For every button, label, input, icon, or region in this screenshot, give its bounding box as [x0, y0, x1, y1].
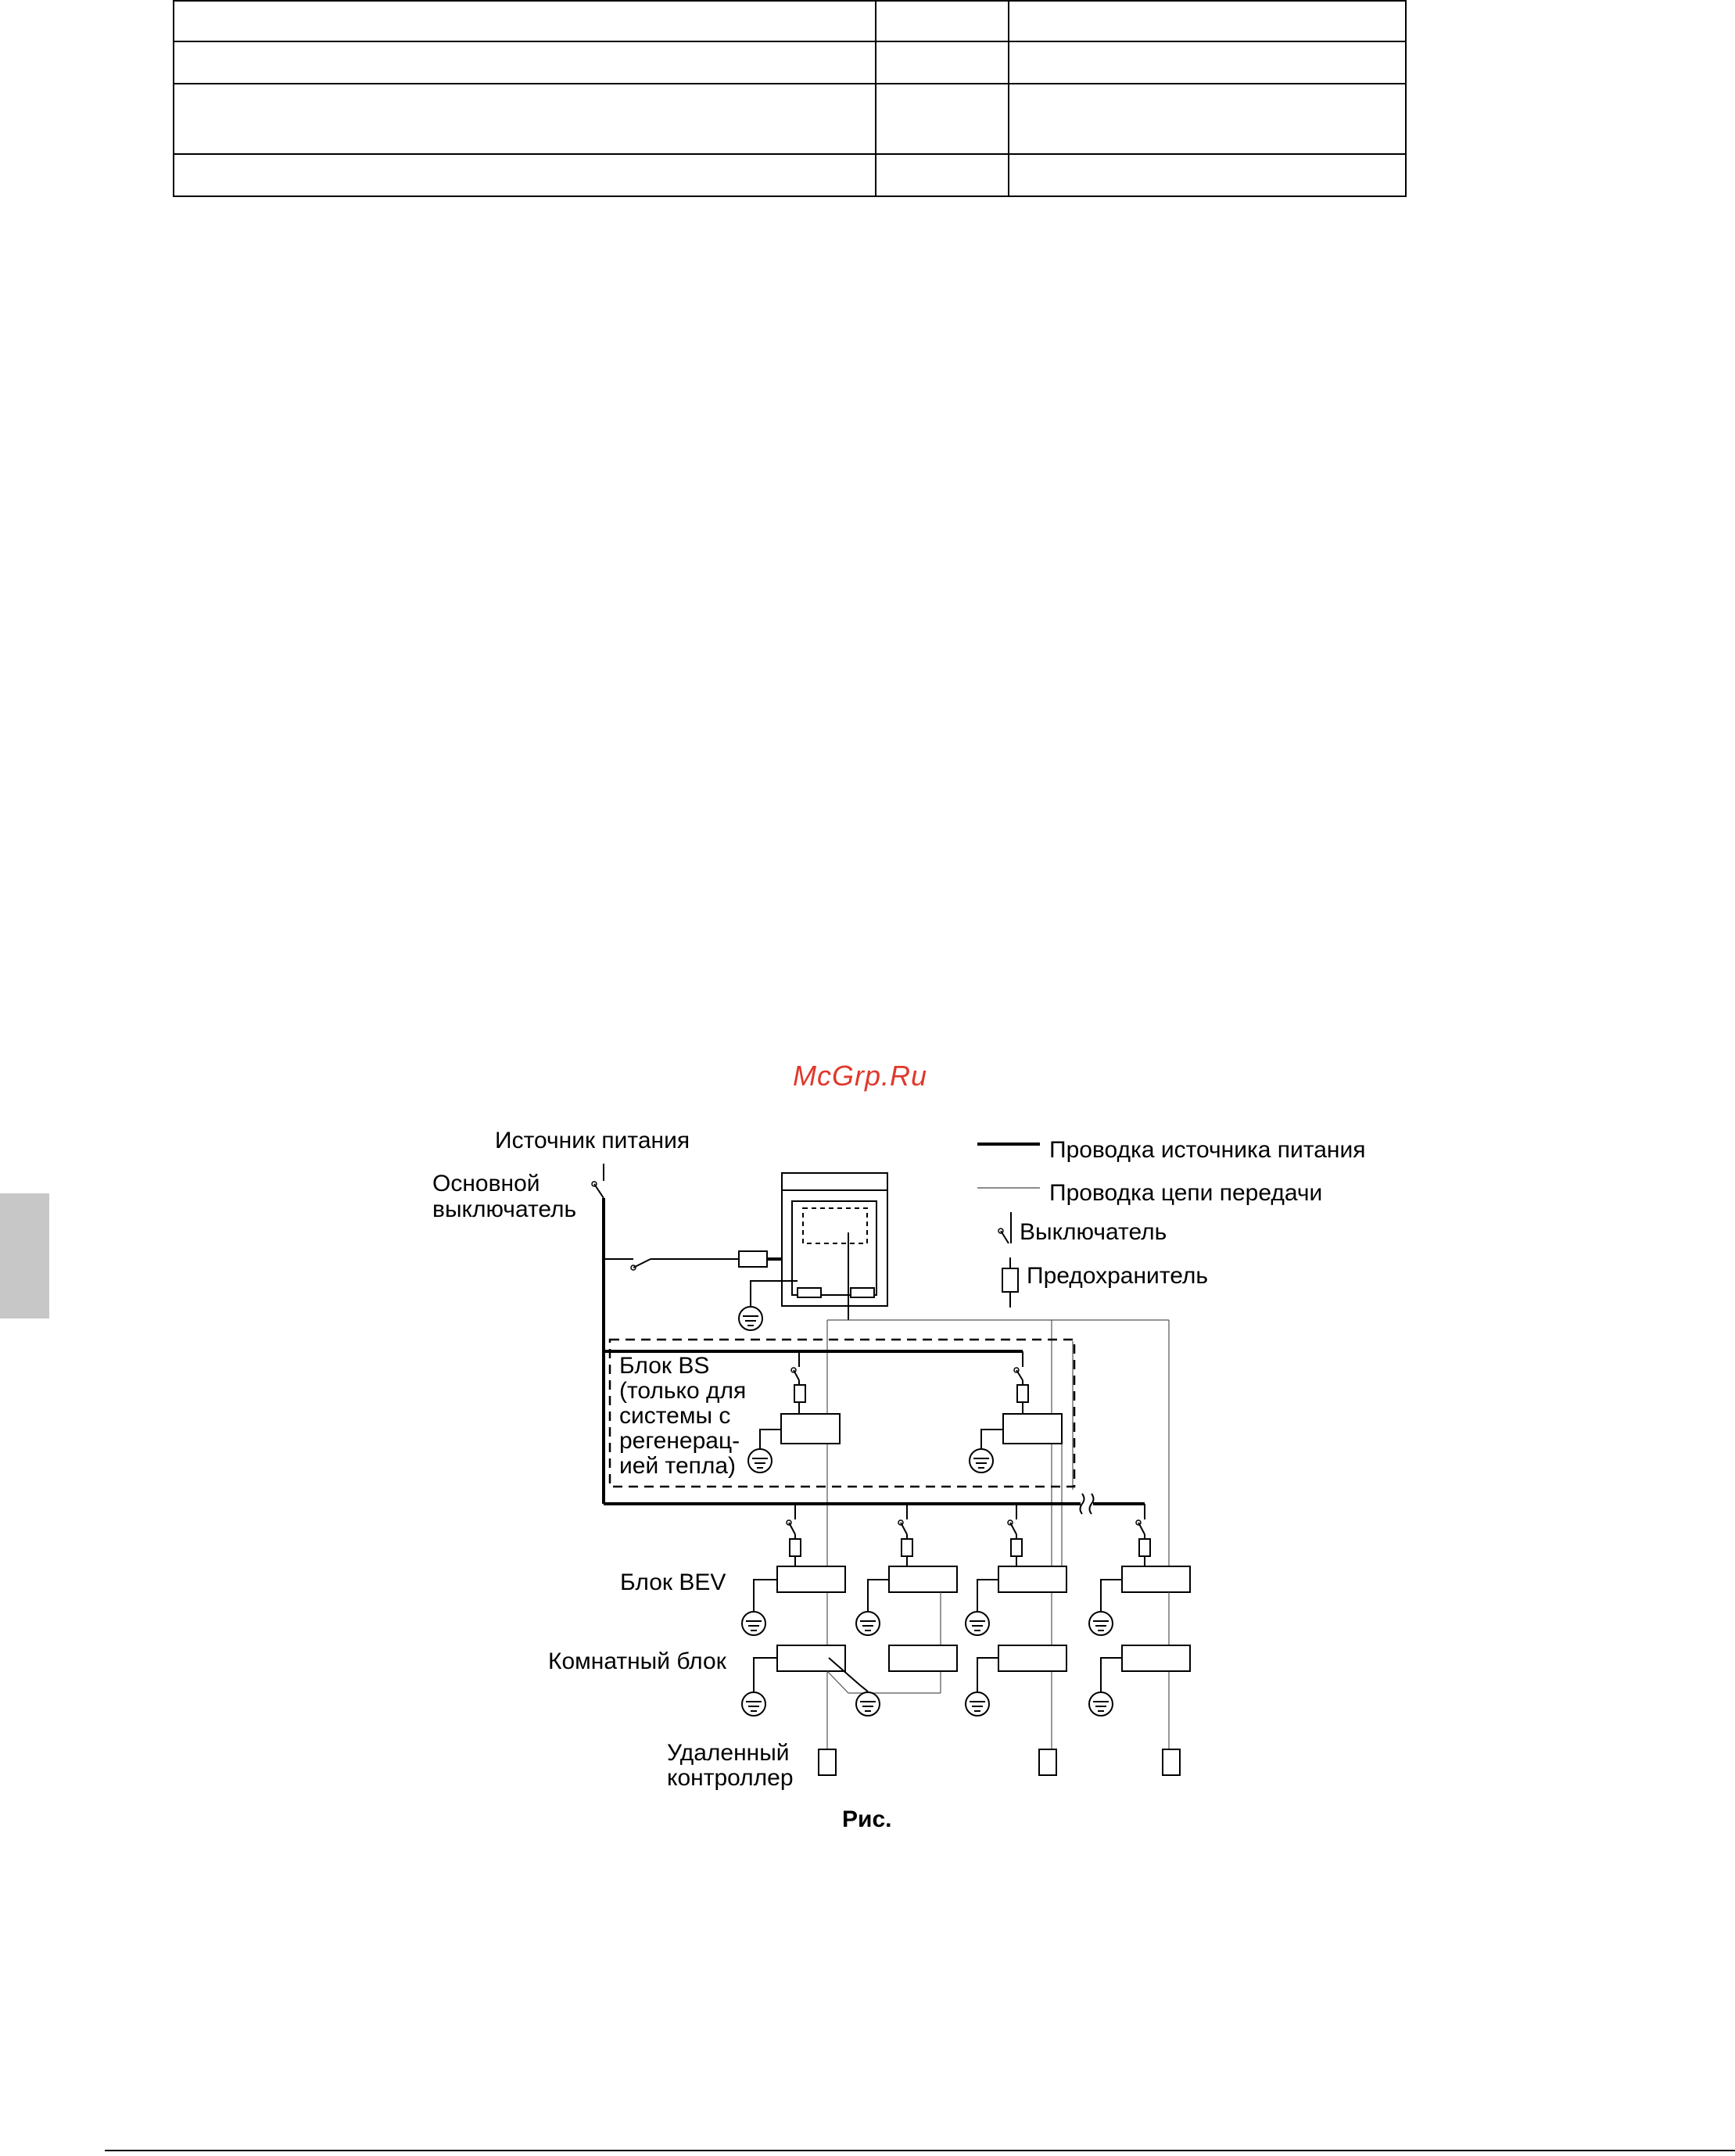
footer-rule	[105, 2150, 1735, 2151]
fuse-icon	[1139, 1539, 1150, 1556]
table-cell	[174, 84, 876, 154]
main-switch-label: Основной	[432, 1171, 540, 1196]
indoor-box	[889, 1645, 957, 1671]
remote-controller-label: Удаленный	[667, 1740, 790, 1766]
table-cell	[1009, 84, 1406, 154]
column-4	[1089, 1504, 1190, 1775]
legend-switch-label: Выключатель	[1020, 1219, 1167, 1245]
switch-icon	[791, 1368, 799, 1380]
ground-icon	[966, 1692, 989, 1716]
indoor-box	[1122, 1645, 1190, 1671]
fuse-icon	[1017, 1385, 1028, 1402]
bev-box	[889, 1566, 957, 1592]
main-switch-label-2: выключатель	[432, 1196, 577, 1222]
indoor-box	[777, 1645, 845, 1671]
bs-unit-label-5: ией тепла)	[619, 1453, 737, 1479]
ground-icon	[1089, 1692, 1113, 1716]
remote-controller-box	[819, 1749, 836, 1775]
table-row	[174, 84, 1406, 154]
bs-unit-label-4: регенерац-	[619, 1428, 740, 1454]
remote-controller-label-2: контроллер	[667, 1765, 794, 1791]
ground-icon	[856, 1692, 880, 1716]
table-cell	[876, 1, 1009, 41]
table-cell	[876, 41, 1009, 84]
ground-icon	[748, 1449, 772, 1473]
bs-unit-label: Блок BS	[619, 1353, 710, 1379]
bev-box	[1122, 1566, 1190, 1592]
watermark: McGrp.Ru	[793, 1060, 928, 1092]
spec-table	[173, 0, 1407, 197]
remote-controller-box	[1163, 1749, 1180, 1775]
bs-unit-label-2: (только для	[619, 1378, 747, 1404]
switch-icon	[1014, 1368, 1023, 1380]
ground-icon	[1089, 1612, 1113, 1635]
table-row	[174, 41, 1406, 84]
table-cell	[174, 1, 876, 41]
switch-icon	[998, 1212, 1011, 1243]
remote-controller-box	[1039, 1749, 1056, 1775]
column-1	[742, 1504, 845, 1775]
table-cell	[1009, 1, 1406, 41]
table-row	[174, 154, 1406, 196]
fuse-icon	[1002, 1257, 1018, 1308]
fuse-icon	[790, 1539, 801, 1556]
main-switch-icon	[592, 1164, 604, 1198]
legend-fuse-label: Предохранитель	[1027, 1263, 1209, 1289]
fuse-icon	[1011, 1539, 1022, 1556]
wiring-diagram	[0, 1095, 1735, 1877]
outdoor-unit	[782, 1173, 887, 1306]
table-cell	[174, 154, 876, 196]
legend	[977, 1137, 1365, 1308]
bs-unit-right	[970, 1351, 1062, 1473]
ground-icon	[739, 1307, 762, 1330]
ground-icon	[742, 1692, 765, 1716]
ground-icon	[970, 1449, 993, 1473]
switch-icon	[631, 1259, 651, 1270]
figure-caption: Рис.	[842, 1806, 892, 1832]
power-source-label: Источник питания	[495, 1128, 690, 1153]
fuse-icon	[739, 1251, 767, 1267]
table-cell	[174, 41, 876, 84]
ground-icon	[966, 1612, 989, 1635]
table-row	[174, 1, 1406, 41]
table-cell	[876, 84, 1009, 154]
bev-unit-label: Блок BEV	[620, 1569, 726, 1595]
ground-icon	[856, 1612, 880, 1635]
bs-unit-left	[748, 1351, 840, 1473]
legend-power-label: Проводка источника питания	[1049, 1137, 1366, 1163]
table-cell	[1009, 41, 1406, 84]
legend-transmission-label: Проводка цепи передачи	[1049, 1180, 1323, 1206]
indoor-unit-label: Комнатный блок	[548, 1648, 726, 1674]
bev-box	[998, 1566, 1066, 1592]
table-cell	[876, 154, 1009, 196]
ground-icon	[742, 1612, 765, 1635]
column-2	[827, 1504, 957, 1716]
fuse-icon	[902, 1539, 912, 1556]
bs-unit-label-3: системы с	[619, 1403, 731, 1429]
indoor-box	[998, 1645, 1066, 1671]
bev-box	[777, 1566, 845, 1592]
table-cell	[1009, 154, 1406, 196]
fuse-icon	[794, 1385, 805, 1402]
